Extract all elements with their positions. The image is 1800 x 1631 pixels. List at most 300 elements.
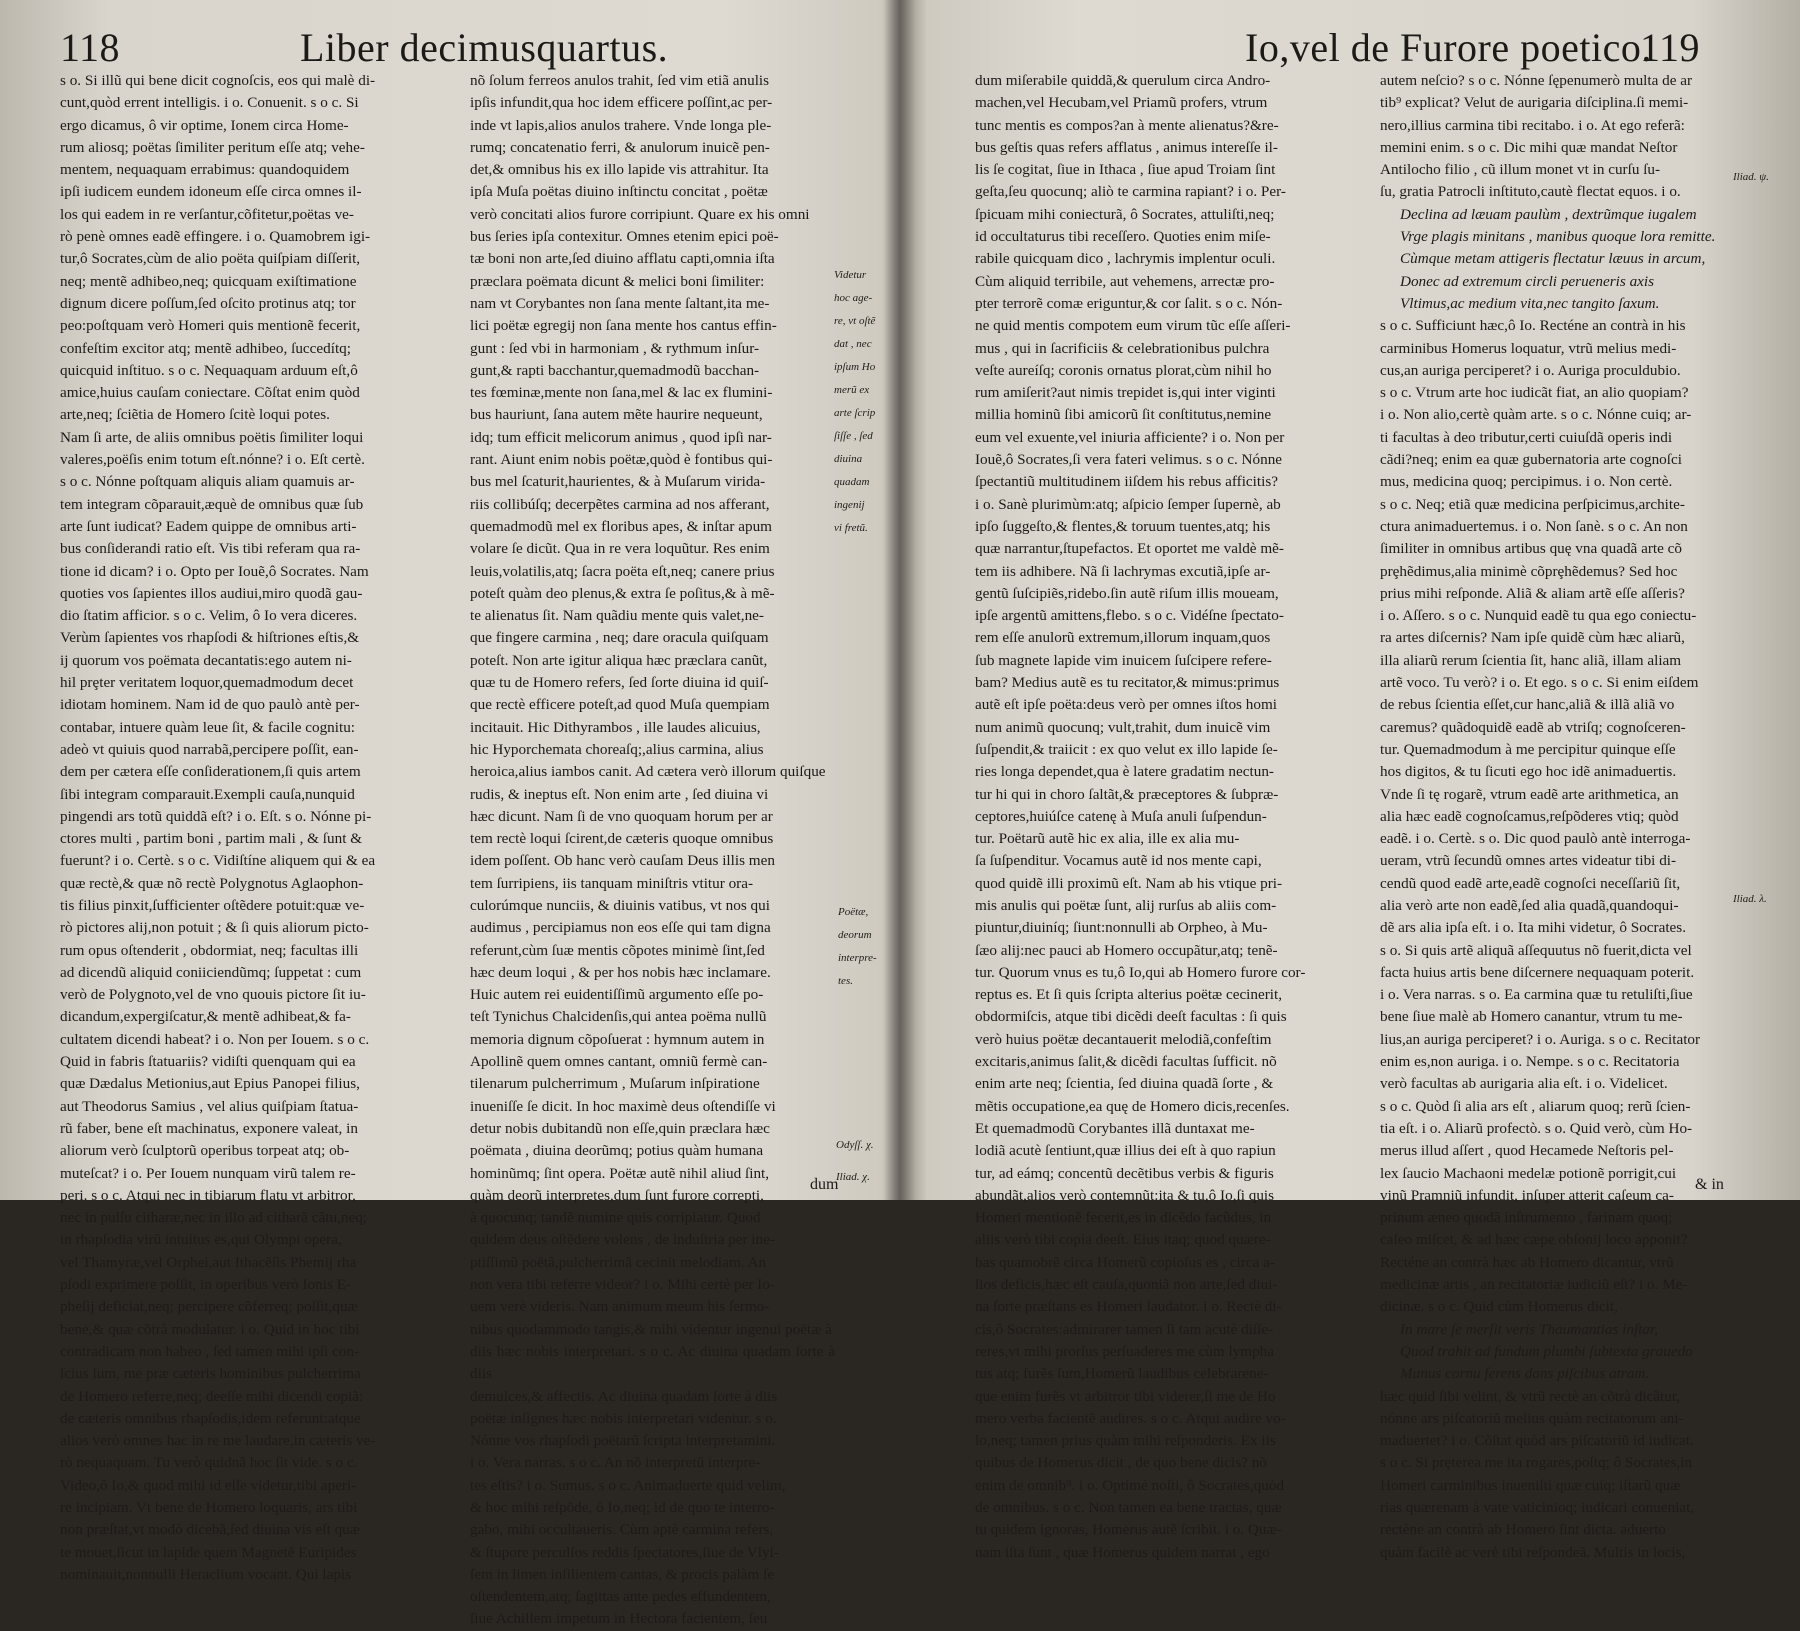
text-line: Iliad. ψ. xyxy=(1733,171,1769,183)
text-line: mentem, nequaquam errabimus: quandoquidem xyxy=(60,161,350,179)
text-line: reptus es. Et ſi quis ſcripta alterius poëtæ cecinerit, xyxy=(975,986,1283,1004)
text-line: dio ſtatim afficior. s o c. Velim, ô Io vera diceres. xyxy=(60,607,358,625)
text-line: inueniſſe ſe dicit. In hoc maximè deus oſtendiſſe vi xyxy=(470,1097,776,1115)
text-line: & hoc mihi reſpõde, ô Io,neq; id de quo te interro- xyxy=(470,1499,775,1516)
text-line: tia eſt. i o. Aliarũ profectò. s o. Quid verò, cùm Ho- xyxy=(1380,1119,1693,1137)
text-line: Cùm aliquid terribile, aut vehemens, arrectæ pro- xyxy=(975,272,1275,290)
text-line: s o c. Quòd ſi alia ars eſt , aliarum quoq; rerũ ſcien- xyxy=(1380,1097,1691,1115)
text-line: Poëtæ, xyxy=(838,906,869,918)
text-line: oſtendentem,atq; ſagittas ante pedes effundentem, xyxy=(470,1588,771,1606)
text-line: s o c. Nónne poſtquam aliquis aliam quamuis ar- xyxy=(60,473,355,491)
left-column-2 xyxy=(470,70,835,1628)
text-line: de Homero referre,neq; deeſſe mihi dicendi copiã: xyxy=(60,1387,364,1405)
text-line: re, vt oſtẽ xyxy=(834,315,876,327)
right-column-1 xyxy=(975,70,1370,1561)
text-line: idem poſſent. Ob hanc verò cauſam Deus illis men xyxy=(470,852,775,870)
text-line: ipſi iudicem eundem idoneum eſſe circa omnes il- xyxy=(60,183,362,201)
text-line: bus mel ſcaturit,haurientes, & à Muſarum virida- xyxy=(470,473,766,491)
text-line: autẽ eſt ipſe poëta:deus verò per omnes iſtos homi xyxy=(975,696,1277,714)
text-line: ipſis infundit,qua hoc idem efficere poſſint,ac per- xyxy=(470,94,773,112)
text-line: s o c. Vtrum arte hoc iudicãt fiat, an alio quopiam? xyxy=(1380,384,1689,402)
text-line: ſibi integram comparauit.Exempli cauſa,nunquid xyxy=(60,785,355,803)
text-line: artẽ voco. Tu verò? i o. Et ego. s o c. Si enim eiſdem xyxy=(1380,674,1699,692)
text-line: tes eſtis? i o. Sumus. s o c. Animaduerte quid velim, xyxy=(470,1476,786,1494)
text-line: Nónne vos rhapſodi poëtarũ ſcripta interpretamini. xyxy=(470,1432,776,1450)
text-line: Quid in fabris ſtatuariis? vidiſti quenquam qui ea xyxy=(60,1053,356,1071)
text-line: cus,an auriga perciperet? i o. Auriga proculdubio. xyxy=(1380,361,1681,379)
text-line: rũ faber, bene eſt machinatus, exponere valeat, in xyxy=(60,1119,358,1137)
margin-note-iliad-chi xyxy=(836,1160,888,1194)
text-line: de rebus ſcientia eſſet,cur hanc,aliã & illã aliã vo xyxy=(1380,696,1675,714)
text-line: pter terrorẽ comæ eriguntur,& cor ſalit. s o c. Nón- xyxy=(975,294,1283,312)
text-line: ſa ſuſpenditur. Vocamus autẽ id nos mente capi, xyxy=(975,852,1262,870)
text-line: arte ſunt iudicat? Eadem quippe de omnibus arti- xyxy=(60,517,357,535)
right-column-2-text-b xyxy=(1380,315,1725,1318)
running-head-right: Io,vel de Furore poetico. xyxy=(1245,25,1652,70)
text-line: referunt,cùm ſuæ mentis cõpotes minimè ſint,ſed xyxy=(470,941,765,959)
text-line: reres,vt mihi prorſus perſuaderes me cùm lympha xyxy=(975,1342,1275,1360)
text-line: tem iis adhibere. Nã ſi lachrymas excutiã,ipſe ar- xyxy=(975,562,1271,580)
text-line: hæc deum loqui , & per hos nobis hæc inclamare. xyxy=(470,963,771,981)
text-line: memoria dignum cõpoſuerat : hymnum autem in xyxy=(470,1030,765,1048)
text-line: ſuſpendit,& traiicit : ex quo velut ex illo lapide ſe- xyxy=(975,740,1278,758)
text-line: rò nequaquam. Tu verò quidnã hoc ſit vide. s o c. xyxy=(60,1454,358,1472)
text-line: i o. Vera narras. s o c. An nõ interpretũ interpre- xyxy=(470,1454,761,1472)
text-line: quæ tu de Homero refers, ſed ſorte diuina id quiſ- xyxy=(470,674,769,692)
text-line: ipſum Ho xyxy=(834,361,876,373)
text-line: idq; tum efficit melicorum animus , quod ipſi nar- xyxy=(470,428,772,446)
text-line: ueram, vtrũ ſecundũ omnes artes videatur tibi di- xyxy=(1380,852,1677,870)
text-line: de cæteris omnibus rhapſodis,idem referunt:atque xyxy=(60,1409,361,1427)
text-line: detur nobis dubitandũ non eſſe,quin præclara hæc xyxy=(470,1119,770,1137)
running-head-left: Liber decimusquartus. xyxy=(300,25,669,70)
text-line: bas quamobrẽ circa Homerũ copioſus es , circa a- xyxy=(975,1253,1275,1271)
text-line: peri. s o c. Atqui nec in tibiarum flatu vt arbitror, xyxy=(60,1186,356,1204)
text-line: carminibus Homerus loquatur, vtrũ melius medi- xyxy=(1380,339,1677,357)
text-line: ſimiliter in omnibus artibus quę vna quadã arte cõ xyxy=(1380,540,1682,558)
text-line: ipſe argentũ amittens,flebo. s o c. Vidéſne ſpectato- xyxy=(975,607,1284,625)
text-line: s o. Si quis artẽ aliquã aſſequutus nõ fuerit,dicta vel xyxy=(1380,941,1692,959)
text-line: s o c. Sufficiunt hæc,ô Io. Recténe an contrà in his xyxy=(1380,317,1686,335)
text-line: confeſtim excitor atq; mentẽ adhibeo, ſuccedítq; xyxy=(60,339,351,357)
left-column-1 xyxy=(60,70,460,1583)
text-line: poëtæ inſignes hæc nobis interpretari videntur. s o. xyxy=(470,1409,777,1427)
verse-thaumantias xyxy=(1380,1319,1725,1386)
text-line: Vltimus,ac medium vita,nec tangito ſaxum. xyxy=(1400,294,1660,312)
text-line: Cùmque metam attigeris flectatur læuus in arcum, xyxy=(1400,250,1706,268)
text-line: dignum dicere poſſum,ſed oſcito protinus atq; tor xyxy=(60,294,356,312)
text-line: piuntur,diuiníq; ſiunt:nonnulli ab Orpheo, à Mu- xyxy=(975,919,1268,937)
text-line: ries longa dependet,qua è latere gradatim nectun- xyxy=(975,763,1274,781)
text-line: i o. Vera narras. s o. Ea carmina quæ tu retuliſti,ſiue xyxy=(1380,986,1693,1004)
margin-note-videtur xyxy=(834,258,886,545)
text-line: cãdi?neq; enim ea quæ gubernatoria arte cognoſci xyxy=(1380,451,1682,469)
text-line: lodiã acutè ſentiunt,quæ illius dei eſt à quo rapiun xyxy=(975,1142,1276,1160)
text-line: nam iſta ſunt , quæ Homerus quidem narrat , ego xyxy=(975,1543,1270,1561)
text-line: quod quidẽ illi proximũ eſt. Nam ab his vtique pri- xyxy=(975,874,1283,892)
text-line: verò concitati alios furore corripiunt. Quare ex his omni xyxy=(470,205,810,223)
text-line: tes fœminæ,mente non ſana,mel & lac ex flumini- xyxy=(470,384,773,402)
text-line: que fingere carmina , neq; dare oracula quiſquam xyxy=(470,629,769,647)
text-line: interpre- xyxy=(838,952,877,964)
text-line: nõ ſolum ferreos anulos trahit, ſed vim etiã anulis xyxy=(470,72,770,89)
text-line: gunt,& rapti bacchantur,quemadmodũ bacchan- xyxy=(470,361,760,379)
text-line: lis ſe cogitat, ſiue in Ithaca , ſiue apud Troiam ſint xyxy=(975,161,1276,179)
text-line: ipſo ſuggeſto,& flentes,& toruum tuentes,atq; his xyxy=(975,517,1271,535)
text-line: tur hi qui in choro ſaltãt,& præceptores & ſubpræ- xyxy=(975,785,1279,803)
text-line: bam? Medius autẽ es tu recitator,& mimus:primus xyxy=(975,674,1280,692)
text-line: fuerunt? i o. Certè. s o c. Vidiſtíne aliquem qui & ea xyxy=(60,852,376,870)
text-line: merus illud aſſert , quod Hecamede Neſtoris pel- xyxy=(1380,1142,1674,1160)
text-line: quicquid inſtituo. s o c. Nequaquam arduum eſt,ô xyxy=(60,361,358,379)
text-line: que rectè efficere poteſt,ad quod Muſa quempiam xyxy=(470,696,770,714)
text-line: gentũ ſuſcipiẽs,ridebo.ſin autẽ riſum illis moueam, xyxy=(975,584,1279,602)
text-line: cunt,quòd errent intelligis. i o. Conuenit. s o c. Si xyxy=(60,94,359,112)
text-line: alia hæc eadẽ cognoſcamus,reſpõderes vtiq; quòd xyxy=(1380,807,1679,825)
text-line: gunt : ſed vbi in harmoniam , & rythmum inſur- xyxy=(470,339,760,357)
text-line: quàm deorũ interpretes,dum ſunt furore correpti, xyxy=(470,1186,764,1204)
text-line: te alienatus ſit. Nam quãdiu mente quis valet,ne- xyxy=(470,607,764,625)
text-line: tione id dicam? i o. Opto per Iouẽ,ô Socrates. Nam xyxy=(60,562,369,580)
text-line: que enim furẽs vt arbitror tibi viderer,ſi me de Ho xyxy=(975,1387,1276,1405)
text-line: ſub magnete lapide vim inuicem ſuſcipere refere- xyxy=(975,651,1272,669)
text-line: prinum æneo quodã inſtrumento , farinam quoq; xyxy=(1380,1209,1673,1227)
text-line: arte,neq; ſciẽtia de Homero ſcitè loqui potes. xyxy=(60,406,330,424)
text-line: ad dicendũ aliquid coniiciendũmq; ſuppetat : cum xyxy=(60,963,362,981)
text-line: prȩhẽdimus,alia minimè cõprȩhẽdemus? Sed hoc xyxy=(1380,562,1678,580)
text-line: ingenij xyxy=(834,499,865,511)
right-column-2-text-c xyxy=(1380,1386,1725,1564)
text-line: lo,neq; tamen prius quàm mihi reſponderis. Ex iis xyxy=(975,1432,1276,1450)
text-line: verò facultas ab aurigaria alia eſt. i o. Videlicet. xyxy=(1380,1075,1668,1093)
text-line: rudis, & ineptus eſt. Non enim arte , ſed diuina vi xyxy=(470,785,769,803)
text-line: bene ſiue malè ab Homero canantur, vtrum tu me- xyxy=(1380,1008,1683,1026)
text-line: alia verò arte non eadẽ,ſed alia quadã,quandoqui- xyxy=(1380,896,1679,914)
text-line: lici poëtæ egregij non ſana mente hos cantus effin- xyxy=(470,317,777,335)
text-line: maduertet? i o. Cõſtat quòd ars piſcatoriũ id iudicat. xyxy=(1380,1432,1694,1450)
text-line: audimus , percipiamus non eos eſſe qui tam digna xyxy=(470,919,771,937)
text-line: num animũ quocunq; vult,trahit, dum inuicẽ vim xyxy=(975,718,1271,736)
text-line: præclara poëmata dicunt & melici boni ſimiliter: xyxy=(470,272,765,290)
text-line: rabile quicquam dico , lachrymis implentur oculi. xyxy=(975,250,1276,268)
text-line: s o c. Si prȩterea me ita rogares,poſtq; ô Socrates,in xyxy=(1380,1454,1693,1472)
text-line: bus ſeries ipſa contexitur. Omnes etenim epici poë- xyxy=(470,228,779,246)
text-line: tus atq; furẽs ſum,Homerũ laudibus celebrarene- xyxy=(975,1365,1269,1383)
text-line: rias quærenam à vate vaticinioq; iudicari conueniat, xyxy=(1380,1499,1695,1516)
text-line: excitaris,animus ſalit,& dicẽdi facultas ſufficit. nõ xyxy=(975,1053,1277,1071)
text-line: ergo dicamus, ô vir optime, Ionem circa Home- xyxy=(60,116,349,134)
text-line: id occultaturus tibi receſſero. Quoties enim miſe- xyxy=(975,228,1271,246)
text-line: ſem in limen inſilientem cantas, & procis palàm ſe xyxy=(470,1565,775,1583)
right-page xyxy=(900,0,1800,1561)
text-line: nero,illius carmina tibi recitabo. i o. At ego referã: xyxy=(1380,116,1685,134)
text-line: ipſa Muſa poëtas diuino inſtinctu concitat , poëtæ xyxy=(470,183,768,201)
text-line: nónne ars piſcatoriũ melius quàm recitatorum ani- xyxy=(1380,1409,1684,1427)
text-line: nominauit,nonnulli Heraclium vocant. Qui lapis xyxy=(60,1565,352,1583)
text-line: pingendi ars totũ quiddã eſt? i o. Eſt. s o. Nónne pi- xyxy=(60,807,372,825)
text-line: mero verba facientẽ audires. s o c. Atqui audire vo- xyxy=(975,1409,1286,1427)
text-line: cis,ô Socrates:admirarer tamen ſi tam acutè diſſe- xyxy=(975,1320,1274,1338)
text-line: prius mihi reſponde. Aliã & aliam artẽ eſſe aſſeris? xyxy=(1380,584,1685,602)
text-line: quadam xyxy=(834,476,870,488)
margin-note-poetae xyxy=(838,895,886,998)
text-line: volare ſe dicũt. Qua in re vera loquũtur. Res enim xyxy=(470,540,770,558)
text-line: Apollinẽ quem omnes cantant, omniũ fermè can- xyxy=(470,1053,768,1071)
text-line: & ſtupore perculſos reddis ſpectatores,ſiue de Vlyſ- xyxy=(470,1543,779,1561)
text-line: ctores multi , partim boni , partim mali , & ſunt & xyxy=(60,830,363,848)
text-line: rumq; concatenatio ferri, & anulorum inuicẽ pen- xyxy=(470,138,770,156)
text-line: bene,& quæ cõtrà modulatur. i o. Quid in hoc tibi xyxy=(60,1320,360,1338)
text-line: rum amiſerit?aut nimis trepidet is,qui inter viginti xyxy=(975,384,1276,402)
text-line: i o. Non alio,certè quàm arte. s o c. Nónne cuiq; ar- xyxy=(1380,406,1692,424)
text-line: bus geſtis quas refers afflatus , animus intereſſe il- xyxy=(975,138,1278,156)
text-line: Odyſſ. χ. xyxy=(836,1139,874,1151)
text-line: uem verè videris. Nam animum meum his ſermo- xyxy=(470,1298,770,1316)
text-line: machen,vel Hecubam,vel Priamũ profers, vtrum xyxy=(975,94,1268,112)
text-line: mus , qui in ſacrificiis & celebrationibus pulchra xyxy=(975,339,1270,357)
text-line: demulces,& affectis. Ac diuina quadam ſorte à diis xyxy=(470,1387,778,1405)
text-line: Homeri mentionẽ fecerit,es in dicẽdo facũdus, in xyxy=(975,1209,1272,1227)
text-line: Declina ad læuam paulùm , dextrũmque iugalem xyxy=(1400,205,1697,223)
text-line: dicandum,expergiſcatur,& mentẽ adhibeat,& fa- xyxy=(60,1008,351,1026)
text-line: culorúmque nunciis, & diuinis vatibus, vt nos qui xyxy=(470,896,770,914)
text-line: tes. xyxy=(838,975,853,987)
text-line: quibus de Homerus dicit , de quo bene dicis? nõ xyxy=(975,1454,1267,1472)
text-line: pſodi exprimere poſſit, in operibus verò Ionis E- xyxy=(60,1276,352,1294)
margin-note-iliad-psi xyxy=(1733,160,1783,194)
text-line: poëmata , diuina deorũmq; potius quàm humana xyxy=(470,1142,764,1160)
text-line: de omnibus. s o c. Non tamen ea bene tractas, quæ xyxy=(975,1499,1282,1516)
text-line: tur, ad eámq; concentũ decẽtibus verbis & figuris xyxy=(975,1164,1274,1182)
text-line: rant. Aiunt enim nobis poëtæ,quòd è fontibus qui- xyxy=(470,451,773,469)
text-line: millia hominũ ſibi amicorũ ſit conſtitutus,nemine xyxy=(975,406,1272,424)
right-column-2 xyxy=(1380,70,1725,1561)
text-line: medicinæ artis , an recitatoriæ iudiciũ eſt? i o. Me- xyxy=(1380,1276,1688,1294)
text-line: lios deficis,hæc eſt cauſa,quoniã non arte,ſed diui- xyxy=(975,1276,1278,1294)
text-line: abundãt,alios verò contemnũt:ita & tu,ô Io,ſi quis xyxy=(975,1186,1275,1204)
text-line: Iliad. λ. xyxy=(1733,893,1767,905)
text-line: nec in pulſu citharæ,nec in illo ad citharã cãtu,neq; xyxy=(60,1209,368,1227)
text-line: quæ narrantur,ſtupefactos. Et oportet me valdè mẽ- xyxy=(975,540,1284,558)
text-line: riis collibúſq; decerpẽtes carmina ad nos afferant, xyxy=(470,495,770,513)
text-line: lius,an auriga perciperet? i o. Auriga. s o c. Recitator xyxy=(1380,1030,1701,1048)
text-line: ſcius ſum, me præ cæteris hominibus pulcherrima xyxy=(60,1365,361,1383)
text-line: In mare ſe merſit veris Thaumantias inſtar, xyxy=(1400,1320,1659,1338)
text-line: gabo, mihi occultaueris. Cùm aptè carmina refers, xyxy=(470,1521,774,1539)
text-line: à quocunq; tandẽ numine quis corripiatur. Quod xyxy=(470,1209,761,1227)
text-line: poteſt quàm deo plenus,& extra ſe poſitus,& à mẽ- xyxy=(470,584,775,602)
text-line: dat , nec xyxy=(834,338,872,350)
text-line: veſte aureíſq; coronis ornatus plorat,cùm nihil ho xyxy=(975,361,1272,379)
text-line: Huic autem rei euidentiſſimũ argumento eſſe po- xyxy=(470,986,764,1004)
text-line: rò pictores alij,non potuit ; & ſi quis aliorum picto- xyxy=(60,919,369,937)
text-line: cendũ quod eadẽ arte,eadẽ cognoſci neceſſariũ ſit, xyxy=(1380,874,1681,892)
catchword-left: dum xyxy=(810,1176,839,1193)
text-line: obdormiſcis, atque tibi dicẽdi deeſt facultas : ſi quis xyxy=(975,1008,1287,1026)
text-line: ra artes diſcernis? Nam ipſe quidẽ cùm hæc aliarũ, xyxy=(1380,629,1685,647)
margin-note-odyss xyxy=(836,1128,888,1162)
text-line: tur. Quorum vnus es tu,ô Io,qui ab Homero furore cor- xyxy=(975,963,1306,981)
text-line: non vera tibi referre videor? i o. Mihi certè per Io- xyxy=(470,1276,775,1294)
text-line: contabar, intuere quàm leue ſit, & facile cognitu: xyxy=(60,718,356,736)
text-line: Videtur xyxy=(834,269,867,281)
text-line: Nam ſi arte, de aliis omnibus poëtis ſimiliter loqui xyxy=(60,428,364,446)
text-line: ſæo alij:nec pauci ab Homero occupãtur,atq; tenẽ- xyxy=(975,941,1278,959)
text-line: merũ ex xyxy=(834,384,870,396)
text-line: mis anulis qui poëtæ ſunt, alij rurſus ab aliis com- xyxy=(975,896,1277,914)
text-line: rectène an contrà ab Homero ſint dicta. aduerto xyxy=(1380,1521,1666,1539)
right-column-2-text-a xyxy=(1380,70,1725,204)
text-line: incitauit. Hic Dithyrambos , ille laudes alicuius, xyxy=(470,718,761,736)
text-line: Vnde ſi tę rogarẽ, vtrum eadẽ arte arithmetica, an xyxy=(1380,785,1679,803)
text-line: Recténe an contrà hæc ab Homero dicantur, vtrũ xyxy=(1380,1253,1674,1271)
text-line: cultatem dicendi habeat? i o. Non per Iouem. s o c. xyxy=(60,1030,370,1048)
text-line: rum aliosq; poëtas ſimiliter peritum eſſe atq; vehe- xyxy=(60,138,365,156)
text-line: tur,ô Socrates,cùm de alio poëta quiſpiam diſſerit, xyxy=(60,250,361,268)
text-line: ctura animaduertemus. i o. Non ſanè. s o c. An non xyxy=(1380,517,1688,535)
text-line: dicinæ. s o c. Quid cùm Homerus dicit, xyxy=(1380,1298,1618,1316)
text-line: det,& omnibus his ex illo lapide vis attrahitur. Ita xyxy=(470,161,769,179)
text-line: diuina xyxy=(834,453,863,465)
text-line: deorum xyxy=(838,929,872,941)
text-line: tilenarum pulcherrimum , Muſarum inſpiratione xyxy=(470,1075,760,1093)
text-line: peo:poſtquam verò Homeri quis mentionẽ fecerit, xyxy=(60,317,361,335)
verse-nestor xyxy=(1380,204,1725,315)
text-line: eadẽ. i o. Certè. s o. Dic quod paulò antè interroga- xyxy=(1380,830,1691,848)
text-line: ſpectantiũ multitudinem iiſdem his rebus afficitis? xyxy=(975,473,1278,491)
text-line: ſiſſe , ſed xyxy=(834,430,873,442)
text-line: quàm facilè ac verè tibi reſpondeã. Multis in locis, xyxy=(1380,1543,1686,1561)
gutter-shadow xyxy=(884,0,916,1200)
text-line: nam vt Corybantes non ſana mente ſaltant,ita me- xyxy=(470,294,770,312)
text-line: i o. Sanè plurimùm:atq; aſpicio ſemper ſupernè, ab xyxy=(975,495,1281,513)
text-line: ſiue Achillem impetum in Hectora facientem, ſeu xyxy=(470,1610,768,1628)
text-line: inde vt lapis,alios anulos trahere. Vnde longa ple- xyxy=(470,116,772,134)
text-line: dum miſerabile quiddã,& querulum circa Andro- xyxy=(975,72,1271,89)
text-line: tunc mentis es compos?an à mente alienatus?&re- xyxy=(975,116,1279,134)
text-line: lex ſaucio Machaoni medelæ potionẽ porrigit,cui xyxy=(1380,1164,1677,1182)
text-line: Iouẽ,ô Socrates,ſi vera fateri velimus. s o c. Nónne xyxy=(975,451,1283,469)
text-line: quæ Dædalus Metionius,aut Epius Panopei filius, xyxy=(60,1075,360,1093)
text-line: non præſtat,vt modò dicebã,ſed diuina vis eſt quæ xyxy=(60,1521,360,1539)
left-page xyxy=(0,0,900,1628)
text-line: enim es,non auriga. i o. Nempe. s o c. Recitatoria xyxy=(1380,1053,1680,1071)
text-line: quæ rectè,& quæ nõ rectè Polygnotus Aglaophon- xyxy=(60,874,364,892)
text-line: rum opus oſtenderit , obdormiat, neq; facultas illi xyxy=(60,941,359,959)
text-line: ſu, gratia Patrocli inſtituto,cautè flectat equos. i o. xyxy=(1380,183,1681,201)
text-line: i o. Aſſero. s o c. Nunquid eadẽ tu qua ego coniectu- xyxy=(1380,607,1697,625)
page-number-right: 119 xyxy=(1640,25,1701,70)
text-line: hæc quid ſibi velint, & vtrũ rectè an cõtrà dicãtur, xyxy=(1380,1387,1681,1405)
text-line: Donec ad extremum circli perueneris axis xyxy=(1400,272,1655,290)
text-line: mus, medicina quoq; percipimus. i o. Non certè. xyxy=(1380,473,1673,491)
text-line: enim de omnib⁹. i o. Optimè noſti, ô Socrates,quòd xyxy=(975,1476,1285,1494)
text-line: eum vel exuente,vel iniuria afficiente? i o. Non per xyxy=(975,428,1285,446)
text-line: pheſij deficiat,neq; percipere cõferreq; poſſit,quæ xyxy=(60,1298,358,1316)
text-line: aliis verò tibi copia deeſt. Eius itaq; quod quære- xyxy=(975,1231,1271,1249)
text-line: aliorum verò ſculptorũ operibus torpeat atq; ob- xyxy=(60,1142,350,1160)
text-line: heroica,alius iambos canit. Ad cætera verò illorum quiſque xyxy=(470,763,826,781)
text-line: mẽtis occupatione,ea quę de Homero dicis,recenſes. xyxy=(975,1097,1290,1115)
text-line: diis hæc nobis interpretari. s o c. Ac diuina quadam ſorte à diis xyxy=(470,1342,835,1383)
text-line: na ſorte præſtans es Homeri laudator. i o. Rectè di- xyxy=(975,1298,1282,1316)
text-line: te mouet,ſicut in lapide quem Magnetẽ Euripides xyxy=(60,1543,357,1561)
text-line: Quod trahit ad fundum plumbi ſubtexta grauedo xyxy=(1400,1342,1693,1360)
text-line: tur. Poëtarũ autẽ hic ex alia, ille ex alia mu- xyxy=(975,830,1240,848)
text-line: caſeo miſcet, & ad hæc cæpe obſonij loco apponit? xyxy=(1380,1231,1688,1249)
text-line: rem eſſe anulorũ extremum,illorum inquam,quos xyxy=(975,629,1271,647)
text-line: hos digitos, & tu ſicuti ego hoc idẽ animaduertis. xyxy=(1380,763,1677,781)
text-line: ne quid mentis compotem eum virum tũc eſſe aſſeri- xyxy=(975,317,1291,335)
text-line: autem neſcio? s o c. Nónne ſępenumerò multa de ar xyxy=(1380,72,1693,89)
page-number-left: 118 xyxy=(60,25,121,70)
text-line: ſpicuam mihi coniecturã, ô Socrates, attuliſti,neq; xyxy=(975,205,1275,223)
text-line: tu quidem ignoras, Homerus autẽ ſcribit. i o. Quæ- xyxy=(975,1521,1282,1539)
text-line: nibus quodammodo tangis,& mihi videntur ingenui poëtæ à xyxy=(470,1320,832,1338)
text-line: Et quemadmodũ Corybantes illã duntaxat me- xyxy=(975,1119,1255,1137)
text-line: los qui eadem in re verſantur,cõfitetur,poëtas ve- xyxy=(60,205,354,223)
text-line: s o c. Neq; etiã quæ medicina perſpicimus,archite- xyxy=(1380,495,1685,513)
text-line: ij quorum vos poëmata decantatis:ego autem ni- xyxy=(60,651,352,669)
text-line: Video,ô Io,& quod mihi id eſſe videtur,tibi aperi- xyxy=(60,1476,357,1494)
text-line: Vrge plagis minitans , manibus quoque lora remitte. xyxy=(1400,228,1716,246)
text-line: rò penè omnes eadẽ effingere. i o. Quamobrem igi- xyxy=(60,228,371,246)
text-line: neq; mentẽ adhibeo,neq; quicquam exiſtimatione xyxy=(60,272,357,290)
text-line: enim arte neq; ſcientia, ſed diuina quadã ſorte , & xyxy=(975,1075,1274,1093)
text-line: s o. Si illũ qui bene dicit cognoſcis, eos qui malè di- xyxy=(60,72,376,89)
text-line: ceptores,huiúſce catenę à Muſa anuli ſuſpendun- xyxy=(975,807,1267,825)
text-line: adeò vt quiuis quod narrabã,percipere poſſit, ean- xyxy=(60,740,359,758)
text-line: bus hauriunt, ſana autem mẽte haurire nequeunt, xyxy=(470,406,763,424)
text-line: Iliad. χ. xyxy=(836,1171,870,1183)
text-line: Munus cornu ferens dans piſcibus atram. xyxy=(1400,1365,1650,1383)
text-line: ti facultas à deo tributur,certi cuiuſdã operis indi xyxy=(1380,428,1673,446)
text-line: caremus? quãdoquidẽ eadẽ ab vtriſq; cognoſceren- xyxy=(1380,718,1686,736)
text-line: hominũmq; ſint opera. Poëtæ autẽ nihil aliud ſint, xyxy=(470,1164,770,1182)
text-line: vel Thamyræ,vel Orphei,aut Ithacẽſis Phemij rha xyxy=(60,1253,357,1271)
text-line: verò de Polygnoto,vel de vno quouis pictore ſit iu- xyxy=(60,986,366,1004)
margin-note-iliad-lambda xyxy=(1733,882,1783,916)
text-line: dem per cætera eſſe conſiderationem,ſi quis artem xyxy=(60,763,361,781)
text-line: dẽ ars alia ipſa eſt. i o. Ita mihi videtur, ô Socrates. xyxy=(1380,919,1687,937)
text-line: muteſcat? i o. Per Iouem nunquam virũ talem re- xyxy=(60,1164,356,1182)
text-line: geſta,ſeu quocunq; aliò te carmina rapiant? i o. Per- xyxy=(975,183,1286,201)
text-line: Homeri carminibus inueniſti quæ cuiq; iſtarũ quæ xyxy=(1380,1476,1681,1494)
text-line: arte ſcrip xyxy=(834,407,876,419)
text-line: tem integram cõparauit,æquè de omnibus quæ ſub xyxy=(60,495,364,513)
text-line: Antilocho filio , cũ illum monet vt in curſu ſu- xyxy=(1380,161,1661,179)
text-line: Verùm ſapientes vos rhapſodi & hiſtriones eſtis,& xyxy=(60,629,360,647)
text-line: leuis,volatilis,atq; ſacra poëta eſt,neq; canere prius xyxy=(470,562,775,580)
text-line: tib⁹ explicat? Velut de aurigaria diſciplina.ſi memi- xyxy=(1380,94,1689,112)
text-line: in rhapſodia virũ intuitus es,qui Olympi opera, xyxy=(60,1231,342,1249)
text-line: vinũ Pramniũ infundit, inſuper atterit caſeum ca- xyxy=(1380,1186,1674,1204)
text-line: ptiſſimũ poëtã,pulcherrimã cecinit melodiam. An xyxy=(470,1253,767,1271)
text-line: hæc dicunt. Nam ſi de vno quoquam horum per ar xyxy=(470,807,773,825)
catchword-right: & in xyxy=(1695,1176,1724,1193)
text-line: contradicam non habeo , ſed tamen mihi ipſi con- xyxy=(60,1342,360,1360)
text-line: illa aliarũ rerum ſcientia ſit, hanc aliã, illam aliam xyxy=(1380,651,1682,669)
text-line: tem ſurripiens, iis tanquam miniſtris vtitur ora- xyxy=(470,874,754,892)
text-line: tis filius pinxit,ſufficienter oſtẽdere potuit:quæ ve- xyxy=(60,896,365,914)
text-line: valeres,poëſis enim totum eſt.nónne? i o. Eſt certè. xyxy=(60,451,365,469)
text-line: bus conſiderandi ratio eſt. Vis tibi referam qua ra- xyxy=(60,540,361,558)
text-line: vi fretũ. xyxy=(834,522,868,534)
text-line: memini enim. s o c. Dic mihi quæ mandat Neſtor xyxy=(1380,138,1678,156)
text-line: quemadmodũ mel ex floribus apes, & inſtar apum xyxy=(470,517,772,535)
text-line: quoties vos ſapientes illos audiui,miro quodã gau- xyxy=(60,584,363,602)
text-line: aut Theodorus Samius , vel alius quiſpiam ſtatua- xyxy=(60,1097,359,1115)
